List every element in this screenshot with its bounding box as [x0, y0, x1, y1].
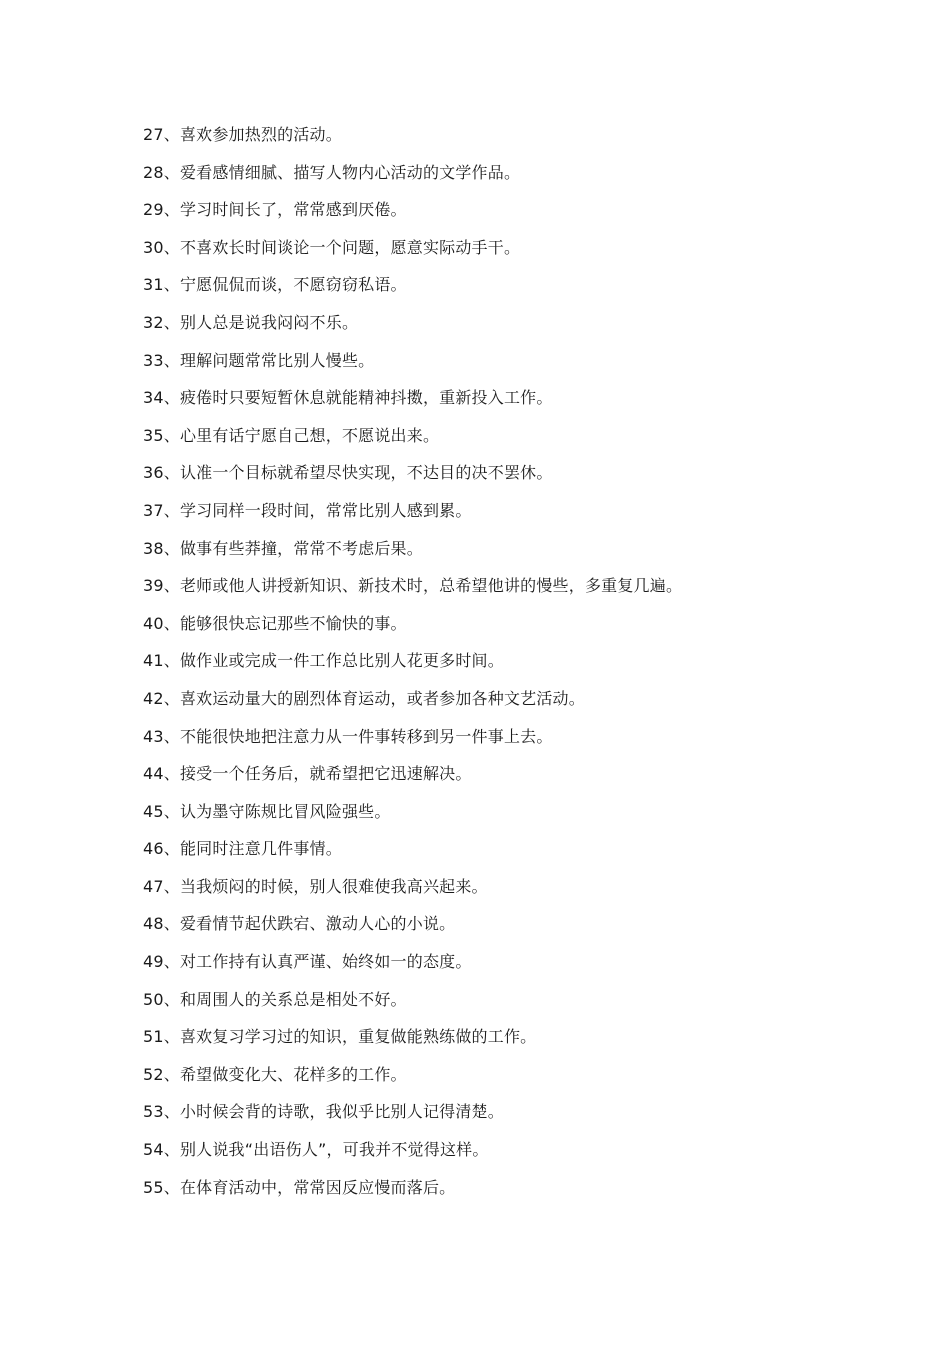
list-item: 44、接受一个任务后，就希望把它迅速解决。: [143, 764, 472, 784]
list-item: 33、理解问题常常比别人慢些。: [143, 350, 375, 370]
list-item: 41、做作业或完成一件工作总比别人花更多时间。: [143, 651, 504, 671]
list-item: 48、爱看情节起伏跌宕、激动人心的小说。: [143, 914, 456, 934]
list-item: 50、和周围人的关系总是相处不好。: [143, 989, 407, 1009]
list-item: 29、学习时间长了，常常感到厌倦。: [143, 200, 407, 220]
list-item: 35、心里有话宁愿自己想，不愿说出来。: [143, 425, 440, 445]
list-item: 42、喜欢运动量大的剧烈体育运动，或者参加各种文艺活动。: [143, 688, 585, 708]
list-item: 45、认为墨守陈规比冒风险强些。: [143, 801, 391, 821]
list-item: 31、宁愿侃侃而谈，不愿窃窃私语。: [143, 275, 407, 295]
list-item: 37、学习同样一段时间，常常比别人感到累。: [143, 500, 472, 520]
list-item: 49、对工作持有认真严谨、始终如一的态度。: [143, 952, 472, 972]
list-item: 46、能同时注意几件事情。: [143, 839, 342, 859]
list-item: 55、在体育活动中，常常因反应慢而落后。: [143, 1177, 456, 1197]
list-item: 54、别人说我“出语伤人”，可我并不觉得这样。: [143, 1140, 489, 1160]
list-item: 40、能够很快忘记那些不愉快的事。: [143, 613, 407, 633]
questionnaire-list: [143, 122, 903, 1212]
list-item: 52、希望做变化大、花样多的工作。: [143, 1064, 407, 1084]
list-item: 28、爱看感情细腻、描写人物内心活动的文学作品。: [143, 162, 521, 182]
list-item: 51、喜欢复习学习过的知识，重复做能熟练做的工作。: [143, 1027, 537, 1047]
list-item: 39、老师或他人讲授新知识、新技术时，总希望他讲的慢些，多重复几遍。: [143, 576, 683, 596]
list-item: 34、疲倦时只要短暂休息就能精神抖擞，重新投入工作。: [143, 388, 553, 408]
list-item: 36、认准一个目标就希望尽快实现，不达目的决不罢休。: [143, 463, 553, 483]
list-item: 30、不喜欢长时间谈论一个问题，愿意实际动手干。: [143, 237, 521, 257]
list-item: 32、别人总是说我闷闷不乐。: [143, 312, 359, 332]
list-item: 53、小时候会背的诗歌，我似乎比别人记得清楚。: [143, 1102, 504, 1122]
list-item: 47、当我烦闷的时候，别人很难使我高兴起来。: [143, 876, 488, 896]
list-item: 43、不能很快地把注意力从一件事转移到另一件事上去。: [143, 726, 553, 746]
list-item: 38、做事有些莽撞，常常不考虑后果。: [143, 538, 423, 558]
list-item: 27、喜欢参加热烈的活动。: [143, 125, 342, 144]
